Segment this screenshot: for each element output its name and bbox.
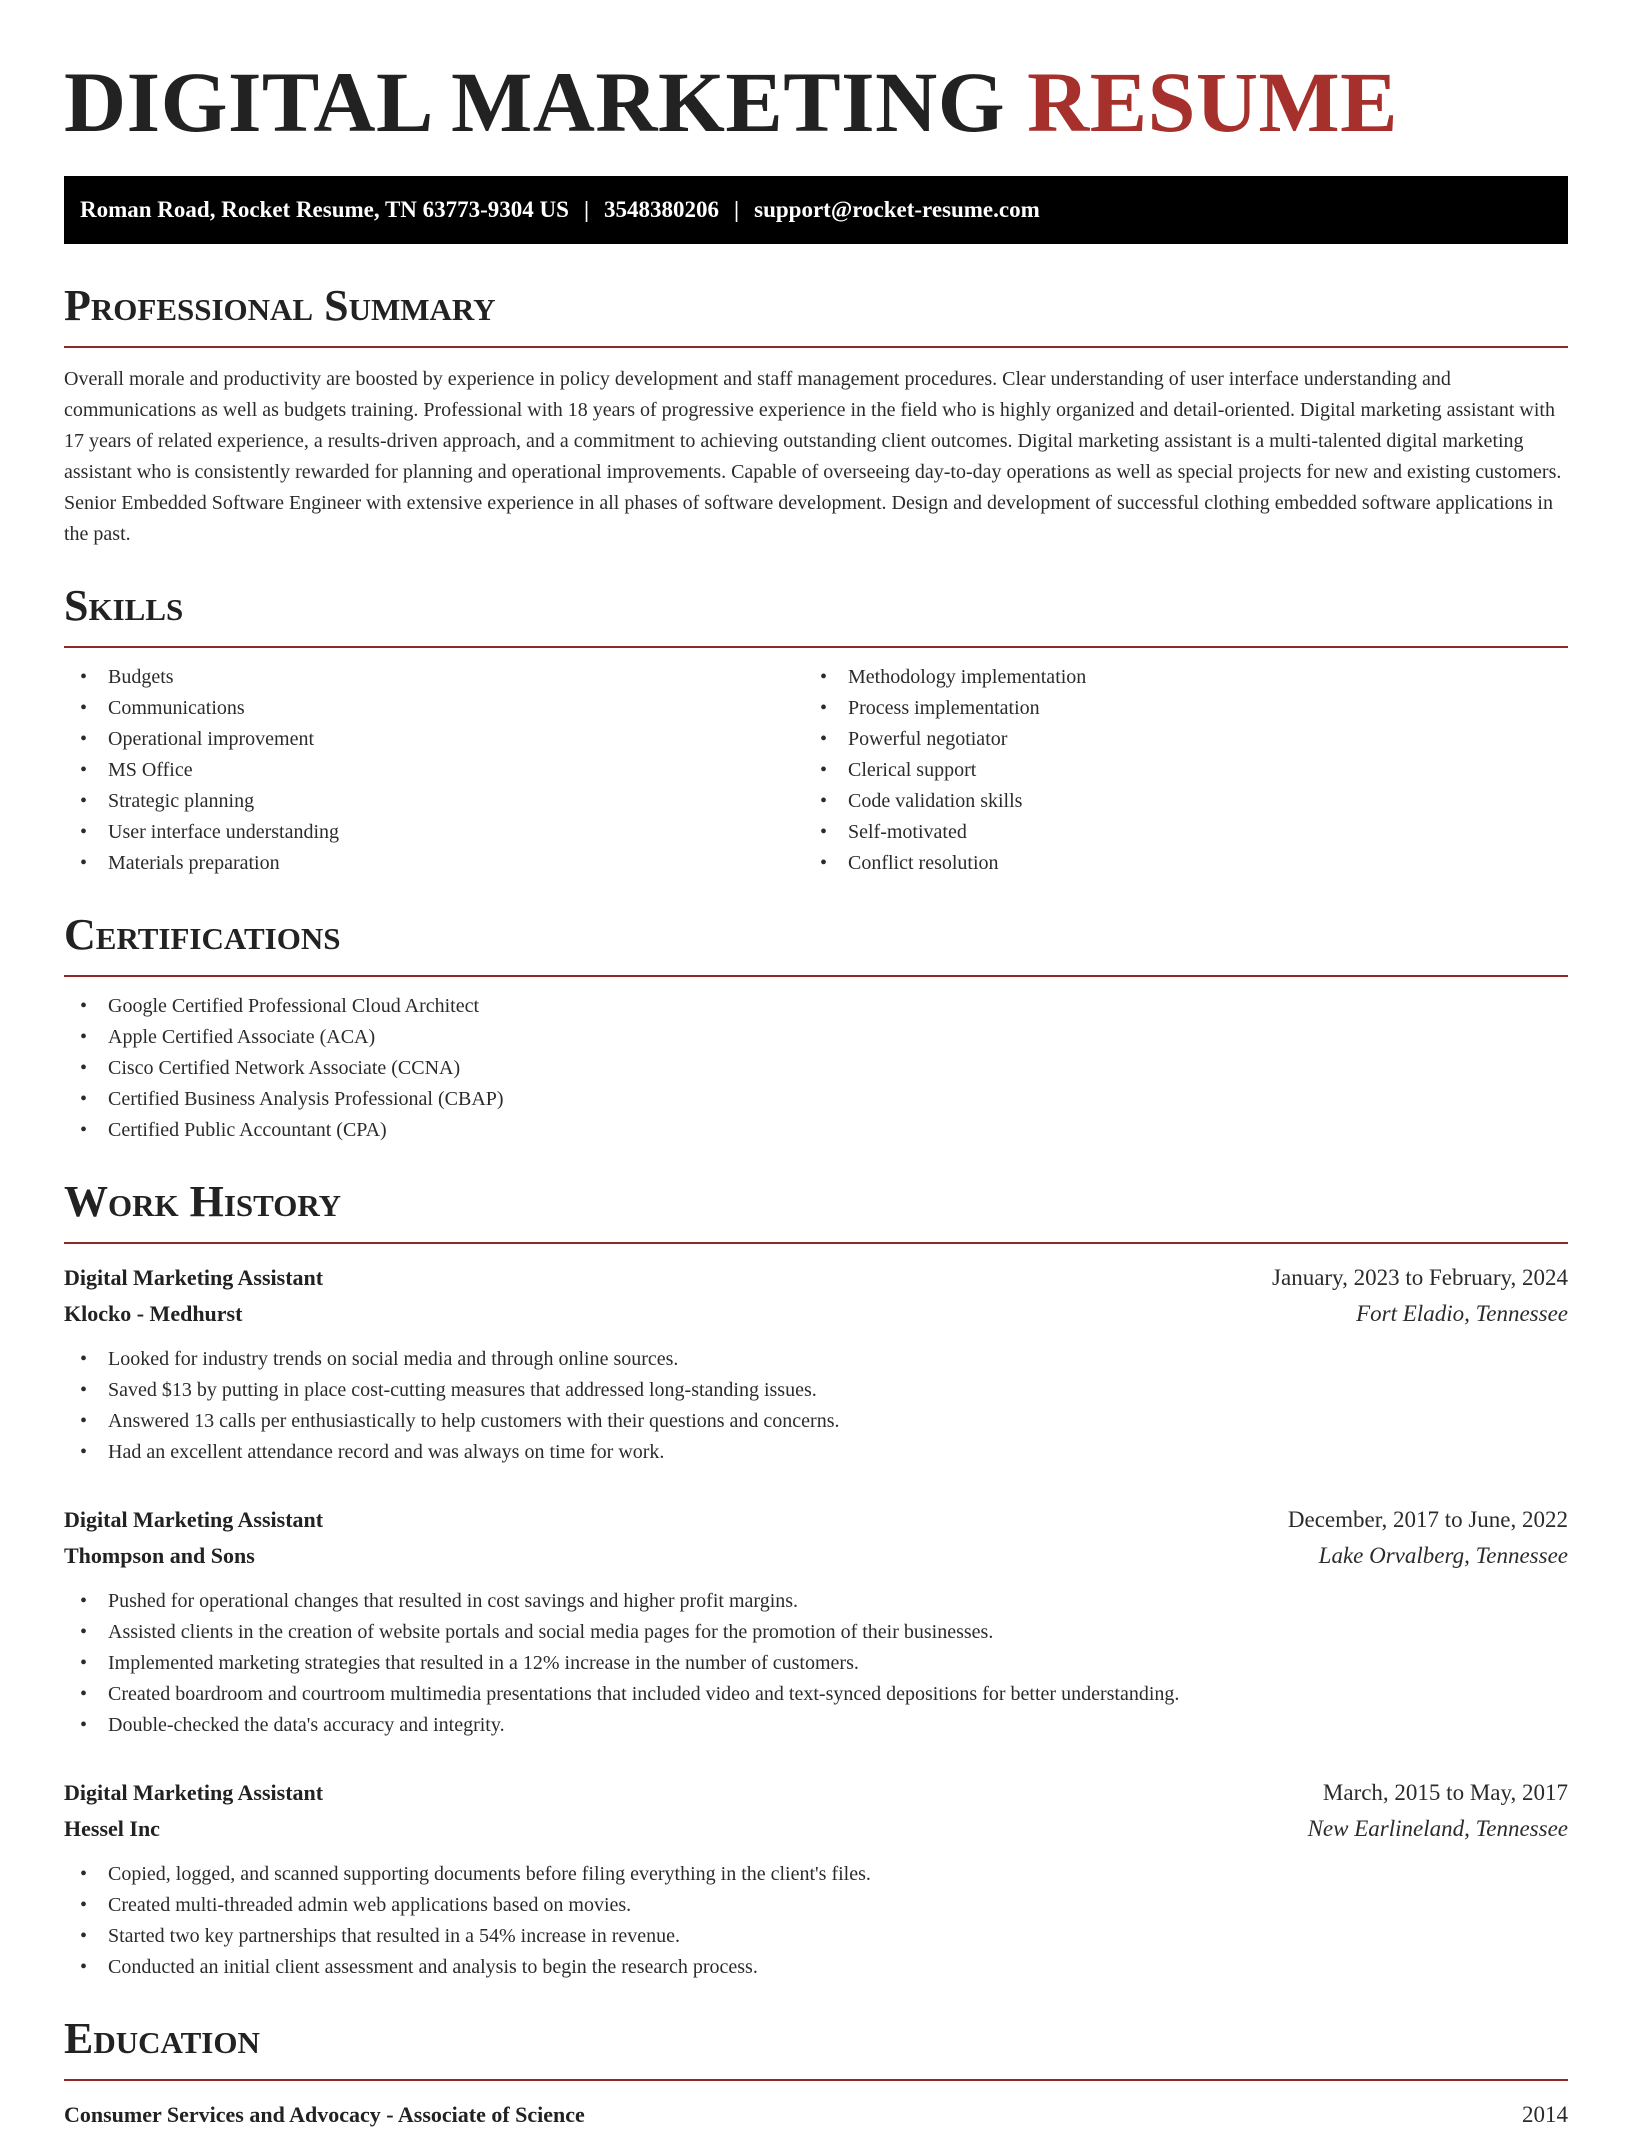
skills-section <box>64 578 1568 879</box>
job-bullet: • Created multi-threaded admin web applications based on movies. <box>64 1890 1568 1921</box>
contact-address: Roman Road, Rocket Resume, TN 63773-9304 US <box>80 197 569 222</box>
certification-item: • Cisco Certified Network Associate (CCNA) <box>64 1053 1568 1084</box>
job-bullet: • Started two key partnerships that resulted in a 54% increase in revenue. <box>64 1921 1568 1952</box>
education-section <box>64 2011 1568 2133</box>
job-bullet: • Saved $13 by putting in place cost-cutting measures that addressed long-standing issues. <box>64 1375 1568 1406</box>
section-heading-certifications: Certifications <box>64 910 341 959</box>
job-dates: December, 2017 to June, 2022 <box>1287 1507 1568 1532</box>
skill-item: • Communications <box>64 693 804 724</box>
job-header-row <box>64 1502 1568 1538</box>
skill-item: • User interface understanding <box>64 817 804 848</box>
skill-item: • Clerical support <box>804 755 1544 786</box>
job-company: Klocko - Medhurst <box>64 1301 243 1326</box>
summary-section <box>64 278 1568 550</box>
job-bullet: • Pushed for operational changes that resulted in cost savings and higher profit margins. <box>64 1586 1568 1617</box>
job-bullets <box>64 1586 1568 1741</box>
contact-separator: | <box>734 197 740 222</box>
skills-list-right <box>804 662 1544 879</box>
skills-grid <box>64 662 1568 879</box>
title-accent: RESUME <box>1027 54 1399 150</box>
job-company-row <box>64 1296 1568 1332</box>
skill-item: • Operational improvement <box>64 724 804 755</box>
job-company-row <box>64 1538 1568 1574</box>
contact-email: support@rocket-resume.com <box>754 197 1040 222</box>
job-company: Thompson and Sons <box>64 1543 255 1568</box>
education-degree: Consumer Services and Advocacy - Associate of Science <box>64 2102 585 2127</box>
section-divider <box>64 2079 1568 2081</box>
contact-bar <box>64 176 1568 244</box>
contact-separator: | <box>583 197 590 222</box>
skill-item: • Process implementation <box>804 693 1544 724</box>
certifications-list <box>64 991 1568 1146</box>
job-header-row <box>64 1260 1568 1296</box>
certifications-section <box>64 907 1568 1146</box>
job-bullet: • Implemented marketing strategies that resulted in a 12% increase in the number of customers. <box>64 1648 1568 1679</box>
job-company: Hessel Inc <box>64 1816 160 1841</box>
section-heading-skills: Skills <box>64 581 184 630</box>
skills-list-left <box>64 662 804 879</box>
section-heading-education: Education <box>64 2014 260 2063</box>
contact-phone: 3548380206 <box>604 197 720 222</box>
certification-item: • Certified Public Accountant (CPA) <box>64 1115 1568 1146</box>
job-header-row <box>64 1775 1568 1811</box>
job-bullet: • Conducted an initial client assessment and analysis to begin the research process. <box>64 1952 1568 1983</box>
section-divider <box>64 346 1568 348</box>
job-bullet: • Double-checked the data's accuracy and integrity. <box>64 1710 1568 1741</box>
education-year: 2014 <box>1522 2102 1568 2127</box>
skill-item: • Methodology implementation <box>804 662 1544 693</box>
job-bullets <box>64 1344 1568 1468</box>
job-location: Fort Eladio, Tennessee <box>1356 1301 1568 1326</box>
job-title: Digital Marketing Assistant <box>64 1507 324 1532</box>
job-dates: January, 2023 to February, 2024 <box>1272 1265 1568 1290</box>
job-bullets <box>64 1859 1568 1983</box>
skill-item: • Powerful negotiator <box>804 724 1544 755</box>
section-divider <box>64 975 1568 977</box>
job-location: Lake Orvalberg, Tennessee <box>1318 1543 1568 1568</box>
skill-item: • MS Office <box>64 755 804 786</box>
resume-title <box>64 0 1568 152</box>
section-heading-work-history: Work History <box>64 1177 342 1226</box>
certification-item: • Certified Business Analysis Professional (CBAP) <box>64 1084 1568 1115</box>
section-heading-summary: Professional Summary <box>64 281 496 330</box>
skill-item: • Strategic planning <box>64 786 804 817</box>
skill-item: • Self-motivated <box>804 817 1544 848</box>
skill-item: • Conflict resolution <box>804 848 1544 879</box>
job-bullet: • Copied, logged, and scanned supporting documents before filing everything in the client's files. <box>64 1859 1568 1890</box>
skill-item: • Materials preparation <box>64 848 804 879</box>
education-row <box>64 2097 1568 2133</box>
summary-text: Overall morale and productivity are boosted by experience in policy development and staff management procedures. Clear understanding of user interface understanding and communications as well as budgets training. Professional with 18 years of progressive experience in the field who is highly organized and detail-oriented. Digital marketing assistant with 17 years of related experience, a results-driven approach, and a commitment to achieving outstanding client outcomes. Digital marketing assistant is a multi-talented digital marketing assistant who is consistently rewarded for planning and operational improvements. Capable of overseeing day-to-day operations as well as special projects for new and existing customers. Senior Embedded Software Engineer with extensive experience in all phases of software development. Design and development of successful clothing embedded software applications in the past. <box>64 368 1562 545</box>
job-bullet: • Created boardroom and courtroom multimedia presentations that included video and text-synced depositions for better understanding. <box>64 1679 1568 1710</box>
job-bullet: • Looked for industry trends on social media and through online sources. <box>64 1344 1568 1375</box>
job-entry <box>64 1260 1568 1468</box>
certification-item: • Google Certified Professional Cloud Architect <box>64 991 1568 1022</box>
certification-item: • Apple Certified Associate (ACA) <box>64 1022 1568 1053</box>
job-bullet: • Answered 13 calls per enthusiastically to help customers with their questions and concerns. <box>64 1406 1568 1437</box>
job-entry <box>64 1502 1568 1741</box>
work-history-section <box>64 1174 1568 1983</box>
job-title: Digital Marketing Assistant <box>64 1780 324 1805</box>
skill-item: • Code validation skills <box>804 786 1544 817</box>
job-location: New Earlineland, Tennessee <box>1307 1816 1568 1841</box>
job-entry <box>64 1775 1568 1983</box>
resume-page <box>64 0 1568 2133</box>
job-bullet: • Assisted clients in the creation of website portals and social media pages for the promotion of their businesses. <box>64 1617 1568 1648</box>
job-company-row <box>64 1811 1568 1847</box>
job-bullet: • Had an excellent attendance record and was always on time for work. <box>64 1437 1568 1468</box>
title-main: DIGITAL MARKETING <box>64 54 1028 150</box>
skill-item: • Budgets <box>64 662 804 693</box>
section-divider <box>64 1242 1568 1244</box>
section-divider <box>64 646 1568 648</box>
job-dates: March, 2015 to May, 2017 <box>1322 1780 1568 1805</box>
job-title: Digital Marketing Assistant <box>64 1265 324 1290</box>
